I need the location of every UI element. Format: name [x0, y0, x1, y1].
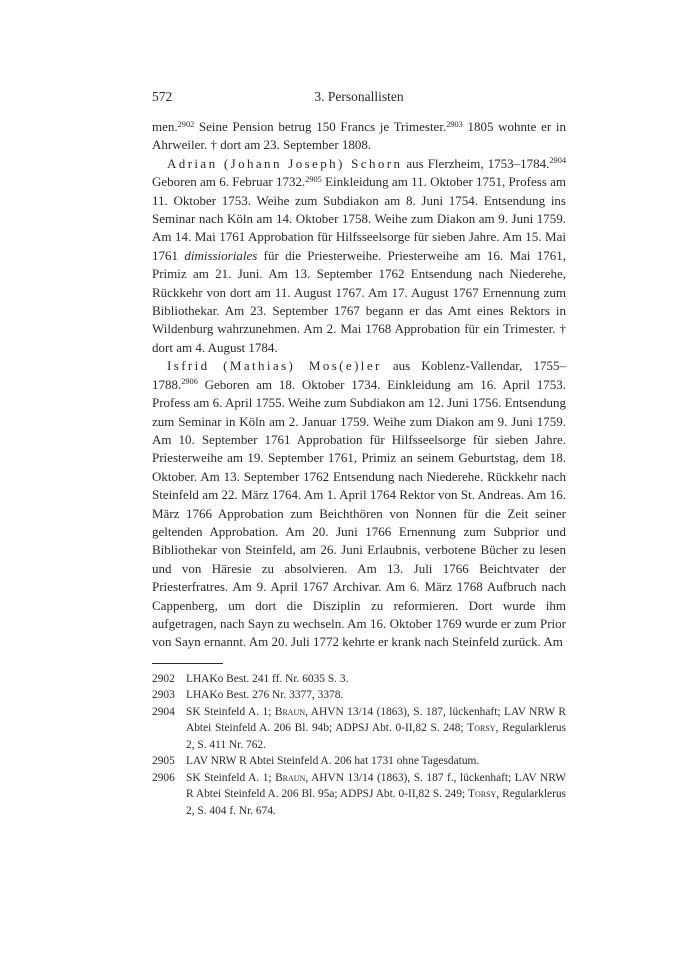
- footnote-text: [186, 687, 566, 704]
- footnote-segment: , Regularklerus 2, S. 404 f. Nr. 674.: [186, 788, 566, 817]
- footnote-segment: SK Steinfeld A. 1;: [186, 771, 276, 784]
- footnote: [152, 671, 566, 688]
- footnote-segment: , AHVN 13/14 (1863), S. 187, lückenhaft; LAV NRW R Abtei Steinfeld A. 206 Bl. 94b; ADPSJ Abt. 0-II,82 S. 248;: [186, 705, 566, 735]
- body-segment: Geboren am 6. Februar 1732.: [152, 174, 306, 190]
- footnote-segment: , Regularklerus 2, S. 411 Nr. 762.: [186, 722, 566, 751]
- body-segment: Seine Pension betrug 150 Francs je Trimester.: [194, 119, 447, 134]
- body-segment: für die Priesterweihe. Priesterweihe am 16. Mai 1761, Primiz am 21. Juni. Am 13. September 1762 Entsendung nach Niederehe, Rückkehr von dort am 11. August 1767. Am 17. August 1767 Ernennung zum Bibliothekar. Am 23. September 1767 begann er das Amt eines Rektors in Wildenburg wahrzunehmen. Am 2. Mai 1768 Approbation für ein Trimester. † dort am 4. August 1784.: [152, 247, 566, 355]
- person-name: Adrian (Johann Joseph) Schorn: [167, 155, 403, 171]
- footnote-segment: SK Steinfeld A. 1;: [186, 705, 275, 718]
- footnote-text: [186, 753, 566, 770]
- running-title: 3. Personallisten: [314, 89, 404, 104]
- page-number: 572: [152, 89, 173, 104]
- footnote-marker: 2904: [549, 156, 566, 166]
- footnote-text: [186, 704, 566, 754]
- body-segment: aus Flerzheim, 1753–1784.: [402, 155, 550, 171]
- footnote-segment: LHAKo Best. 241 ff. Nr. 6035 S. 3.: [186, 672, 349, 685]
- footnote-text: [186, 770, 566, 820]
- footnote: [152, 687, 566, 704]
- text-block: [152, 88, 566, 819]
- entry-isfrid-moseler: [152, 357, 566, 652]
- body-segment: Einkleidung am 11. Oktober 1751, Profess am 11. Oktober 1753. Weihe zum Subdiakon am 8. Juni 1754. Entsendung ins Seminar nach Köln am 14. Oktober 1758. Weihe zum Diakon am 9. Juni 1759. Am 14. Mai 1761 Approbation für Hilfsseelsorge für sieben Jahre. Am 15. Mai 1761: [152, 174, 567, 263]
- person-name: Isfrid (Mathias) Mos(e)ler: [167, 358, 382, 374]
- author-small-caps: Braun: [275, 771, 306, 784]
- footnote-marker: 2906: [181, 377, 198, 387]
- footnote-segment: , AHVN 13/14 (1863), S. 187 f., lückenhaft; LAV NRW R Abtei Steinfeld A. 206 Bl. 95a; ADPSJ Abt. 0-II,82 S. 249;: [186, 771, 566, 801]
- author-small-caps: Braun: [274, 705, 306, 718]
- author-small-caps: Torsy: [467, 722, 496, 735]
- page-header: [152, 88, 566, 105]
- entry-adrian-schorn: [152, 155, 566, 357]
- footnote-segment: LAV NRW R Abtei Steinfeld A. 206 hat 1731 ohne Tagesdatum.: [186, 755, 480, 768]
- footnote: [152, 753, 566, 770]
- footnotes-section: [152, 671, 566, 820]
- footnote-number: 2904: [152, 705, 175, 718]
- footnote: [152, 704, 566, 754]
- footnote-segment: LHAKo Best. 276 Nr. 3377, 3378.: [186, 689, 344, 702]
- footnote-number: 2903: [152, 689, 175, 702]
- body-segment: men.: [152, 119, 178, 134]
- latin-term: dimissioriales: [184, 247, 258, 263]
- body-text: [152, 118, 566, 652]
- footnote-marker: 2902: [177, 119, 195, 129]
- footnote-number: 2906: [152, 771, 175, 784]
- author-small-caps: Torsy: [468, 788, 497, 801]
- body-segment: 1805 wohnte er in Ahrweiler. † dort am 23. September 1808.: [152, 119, 566, 153]
- footnote-separator: [152, 663, 223, 664]
- footnote: [152, 770, 566, 820]
- footnote-number: 2902: [152, 672, 175, 685]
- paragraph-continuation: [152, 118, 566, 155]
- body-segment: aus Koblenz-Vallendar, 1755–1788.: [152, 358, 566, 392]
- footnote-marker: 2905: [305, 174, 322, 184]
- body-segment: Geboren am 18. Oktober 1734. Einkleidung am 16. April 1753. Profess am 6. April 1755. Weihe zum Subdiakon am 12. Juni 1756. Entsendung zum Seminar in Köln am 2. Januar 1759. Weihe zum Diakon am 9. Juni 1759. Am 10. September 1761 Approbation für Hilfsseelsorge für sieben Jahre. Priesterweihe am 19. September 1761, Primiz an seinem Geburtstag, dem 18. Oktober. Am 13. September 1762 Entsendung nach Niederehe. Rückkehr nach Steinfeld am 22. März 1764. Am 1. April 1764 Rektor von St. Andreas. Am 16. März 1766 Approbation zum Beichthören von Nonnen für die Zeit seiner geltenden Approbation. Am 20. Juni 1766 Ernennung zum Subprior und Bibliothekar von Steinfeld, am 26. Juni Erlaubnis, verbotene Bücher zu lesen und von Häresie zu absolvieren. Am 13. Juli 1766 Beichtvater der Priesterfratres. Am 9. April 1767 Archivar. Am 6. März 1768 Aufbruch nach Cappenberg, um dort die Disziplin zu reformieren. Dort wurde ihm aufgetragen, nach Sayn zu wechseln. Am 16. Oktober 1769 wurde er zum Prior von Sayn ernannt. Am 20. Juli 1772 kehrte er krank nach Steinfeld zurück. Am: [152, 376, 566, 650]
- footnote-number: 2905: [152, 755, 175, 768]
- footnote-marker: 2903: [446, 119, 463, 129]
- footnote-text: [186, 671, 566, 688]
